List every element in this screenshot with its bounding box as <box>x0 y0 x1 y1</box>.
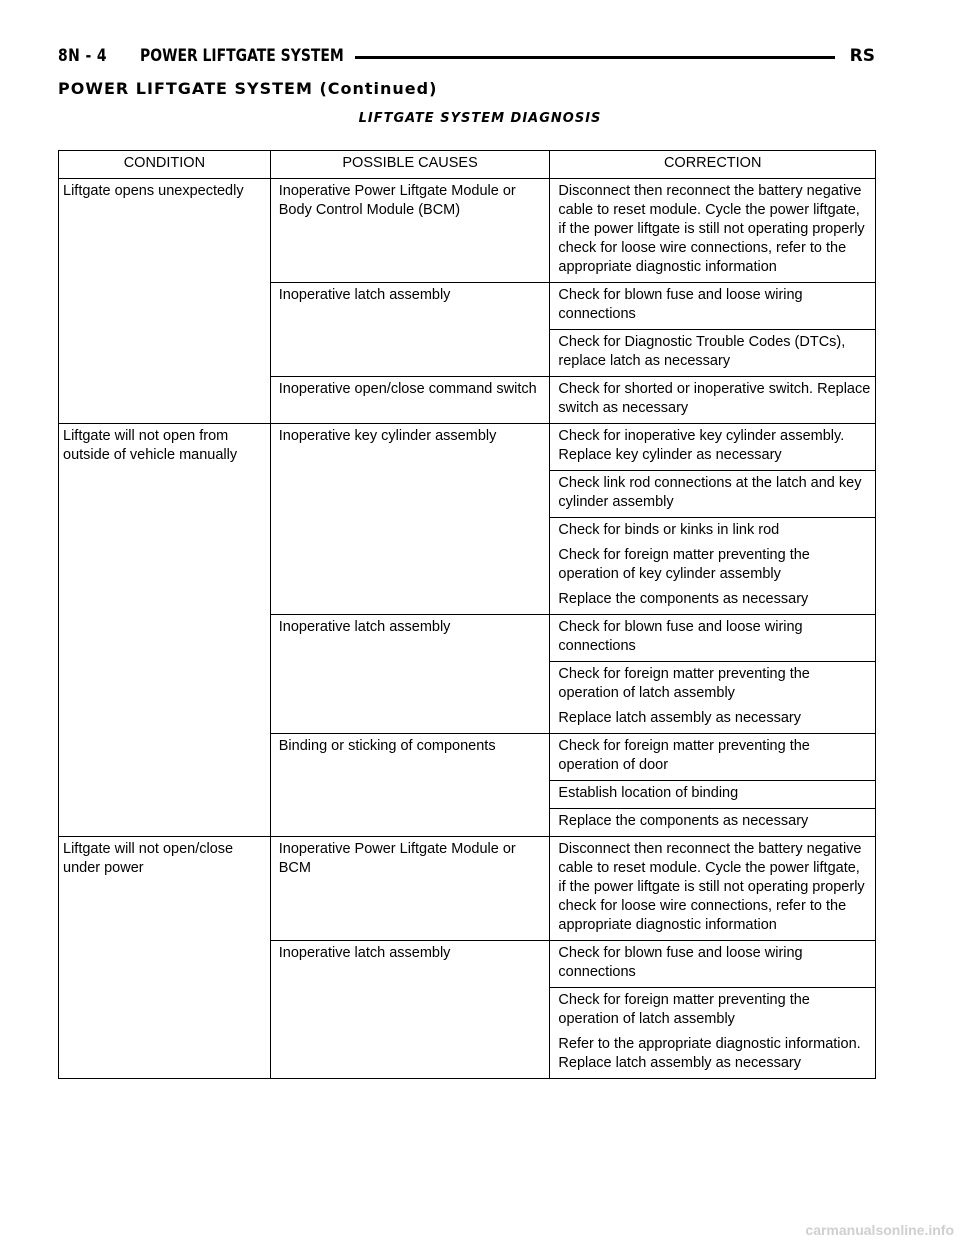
correction-cell <box>550 734 876 837</box>
cause-cell <box>270 424 550 615</box>
condition-cell <box>59 424 271 837</box>
correction-text: Check link rod connections at the latch and key cylinder assembly <box>558 475 862 510</box>
condition-text: Liftgate opens unexpectedly <box>63 183 244 199</box>
cause-text: Inoperative Power Liftgate Module or BCM <box>278 841 516 876</box>
cause-text: Inoperative key cylinder assembly <box>278 428 497 444</box>
cause-text: Inoperative open/close command switch <box>278 381 537 397</box>
condition-cell <box>59 837 271 1079</box>
model-code: RS <box>849 46 875 66</box>
table-row <box>59 424 876 615</box>
cause-text: Inoperative latch assembly <box>278 945 451 961</box>
cause-cell <box>270 837 550 941</box>
cause-text: Binding or sticking of components <box>278 738 496 754</box>
header-rule <box>355 56 835 59</box>
correction-cell <box>550 424 876 615</box>
table-header-row <box>59 151 876 179</box>
column-header: CONDITION <box>59 151 271 179</box>
correction-group <box>550 330 875 376</box>
correction-text: Check for Diagnostic Trouble Codes (DTCs), replace latch as necessary <box>558 334 846 369</box>
page-header <box>58 46 875 72</box>
cause-cell <box>270 377 550 424</box>
correction-text: Check for blown fuse and loose wiring connections <box>558 287 803 322</box>
column-header: CORRECTION <box>550 151 876 179</box>
cause-cell <box>270 734 550 837</box>
correction-text: Check for binds or kinks in link rod <box>558 522 780 538</box>
correction-group <box>550 941 875 988</box>
table-row <box>59 179 876 283</box>
correction-cell <box>550 283 876 377</box>
correction-text: Check for shorted or inoperative switch. Replace switch as necessary <box>558 381 871 416</box>
table-row <box>59 837 876 941</box>
correction-text: Check for blown fuse and loose wiring connections <box>558 945 803 980</box>
section-title: POWER LIFTGATE SYSTEM <box>140 46 344 66</box>
correction-text: Replace the components as necessary <box>558 591 809 607</box>
correction-text: Check for foreign matter preventing the operation of latch assembly <box>558 992 810 1027</box>
correction-group <box>550 615 875 662</box>
condition-text: Liftgate will not open/close under power <box>63 841 234 876</box>
correction-group <box>550 424 875 471</box>
correction-text: Refer to the appropriate diagnostic information. Replace latch assembly as necessary <box>558 1036 861 1071</box>
correction-group <box>550 809 875 836</box>
correction-text: Check for foreign matter preventing the operation of key cylinder assembly <box>558 547 810 582</box>
correction-text: Check for foreign matter preventing the operation of door <box>558 738 810 773</box>
correction-group <box>550 662 875 733</box>
correction-group <box>550 283 875 330</box>
correction-text: Check for inoperative key cylinder assembly. Replace key cylinder as necessary <box>558 428 845 463</box>
page-number: 8N - 4 <box>58 46 108 66</box>
correction-text: Replace the components as necessary <box>558 813 809 829</box>
cause-cell <box>270 941 550 1079</box>
correction-group <box>550 988 875 1078</box>
watermark: carmanualsonline.info <box>805 1222 954 1238</box>
correction-cell <box>550 615 876 734</box>
correction-text: Establish location of binding <box>558 785 739 801</box>
correction-group <box>550 179 875 282</box>
correction-cell <box>550 837 876 941</box>
correction-group <box>550 377 875 423</box>
correction-cell <box>550 179 876 283</box>
cause-text: Inoperative latch assembly <box>278 287 451 303</box>
correction-text: Disconnect then reconnect the battery negative cable to reset module. Cycle the power liftgate, if the power liftgate is still not operating properly check for loose wire connections, refer to the appropriate diagnostic information <box>558 183 865 275</box>
column-header: POSSIBLE CAUSES <box>270 151 550 179</box>
cause-text: Inoperative latch assembly <box>278 619 451 635</box>
correction-cell <box>550 377 876 424</box>
correction-text: Check for foreign matter preventing the operation of latch assembly <box>558 666 810 701</box>
correction-group <box>550 518 875 614</box>
correction-cell <box>550 941 876 1079</box>
correction-text: Check for blown fuse and loose wiring connections <box>558 619 803 654</box>
diagnosis-table <box>58 150 876 1079</box>
cause-cell <box>270 615 550 734</box>
cause-cell <box>270 179 550 283</box>
correction-text: Replace latch assembly as necessary <box>558 710 801 726</box>
cause-text: Inoperative Power Liftgate Module or Body Control Module (BCM) <box>278 183 516 218</box>
correction-group <box>550 837 875 940</box>
table-title: LIFTGATE SYSTEM DIAGNOSIS <box>358 111 602 126</box>
correction-group <box>550 781 875 809</box>
correction-group <box>550 734 875 781</box>
correction-text: Disconnect then reconnect the battery negative cable to reset module. Cycle the power liftgate, if the power liftgate is still not operating properly check for loose wire connections, refer to the appropriate diagnostic information <box>558 841 865 933</box>
table-body <box>59 179 876 1079</box>
cause-cell <box>270 283 550 377</box>
condition-text: Liftgate will not open from outside of vehicle manually <box>63 428 238 463</box>
continued-title: POWER LIFTGATE SYSTEM (Continued) <box>58 79 438 98</box>
condition-cell <box>59 179 271 424</box>
correction-group <box>550 471 875 518</box>
